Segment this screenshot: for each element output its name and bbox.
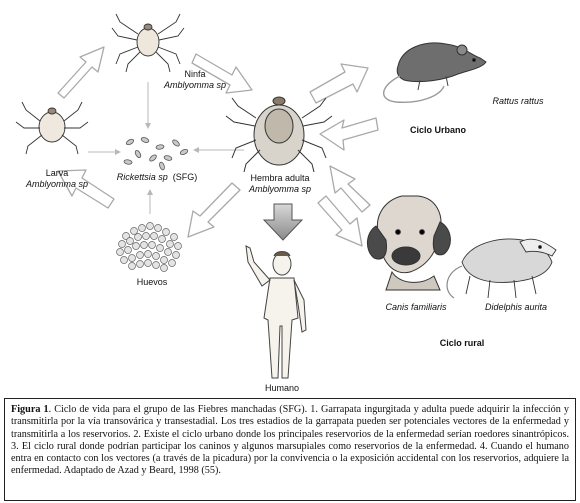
caption-box (4, 398, 576, 501)
dog-drawing (367, 196, 450, 290)
caption-text: . Ciclo de vida para el grupo de las Fiebres manchadas (SFG). 1. Garrapata ingurgitada y adulta puede adquirir la infección y transmitirla por la vía transovárica y transestadial. Los tres estadios de la garrapata pueden ser potenciales vectores de la enfermedad y transmitirla a los reservorios. 2. Existe el ciclo urbano donde los principales reservorios de la enfermedad serían roedores sinantrópicos. 3. El ciclo rural donde podrían participar los caninos y algunos marsupiales como reservorios de la enfermedad. 4. Cuando el humano entra en contacto con los vectores (a través de la picadura) por la convivencia o la exposición accidental con los reservorios, adquiere la enfermedad. Adaptado de Azad y Beard, 1998 (55). (11, 404, 569, 477)
urban-cycle-title: Ciclo Urbano (409, 125, 466, 135)
human-name: Humano (264, 383, 300, 393)
nymph-name: Ninfa (184, 69, 206, 79)
opossum-drawing (447, 239, 556, 298)
eggs-name: Huevos (136, 277, 168, 287)
larva-tick-drawing (16, 102, 88, 154)
eggs-label (122, 277, 182, 288)
human-label (252, 383, 312, 394)
opossum-label (476, 302, 556, 313)
adult-female-label (238, 173, 322, 195)
urban-cycle-label (396, 125, 480, 136)
rickettsia-species: Rickettsia sp (116, 172, 168, 182)
human-figure-drawing (246, 246, 306, 378)
nymph-tick-drawing (112, 14, 184, 72)
rickettsia-group: (SFG) (172, 172, 198, 182)
larva-label (22, 168, 92, 190)
dog-species: Canis familiaris (385, 302, 447, 312)
down-arrow-human (264, 204, 302, 240)
rat-drawing (384, 43, 486, 102)
rat-species: Rattus rattus (492, 96, 544, 106)
cycle-arrow-hembra-huevos (188, 183, 240, 237)
larva-name: Larva (45, 168, 69, 178)
dog-label (376, 302, 456, 313)
cycle-arrow-rural-hembra (330, 166, 370, 212)
rat-label (478, 96, 558, 107)
larva-species: Amblyomma sp (25, 179, 88, 189)
eggs-cluster (117, 223, 182, 272)
cycle-arrow-urbano-hembra (320, 118, 378, 150)
rural-cycle-label (432, 338, 492, 349)
opossum-species: Didelphis aurita (484, 302, 548, 312)
nymph-label (160, 69, 230, 91)
figure-caption (11, 404, 569, 478)
cycle-arrow-larva-ninfa (58, 47, 104, 98)
rickettsia-cells (124, 137, 189, 171)
adult-female-name: Hembra adulta (250, 173, 310, 183)
adult-female-species: Amblyomma sp (248, 184, 311, 194)
adult-female-tick-drawing (226, 97, 332, 172)
rural-cycle-title: Ciclo rural (439, 338, 485, 348)
caption-figure-number: Figura 1 (11, 404, 49, 415)
cycle-arrow-hembra-urbano (310, 64, 368, 103)
nymph-species: Amblyomma sp (163, 80, 226, 90)
rickettsia-label (112, 172, 202, 183)
